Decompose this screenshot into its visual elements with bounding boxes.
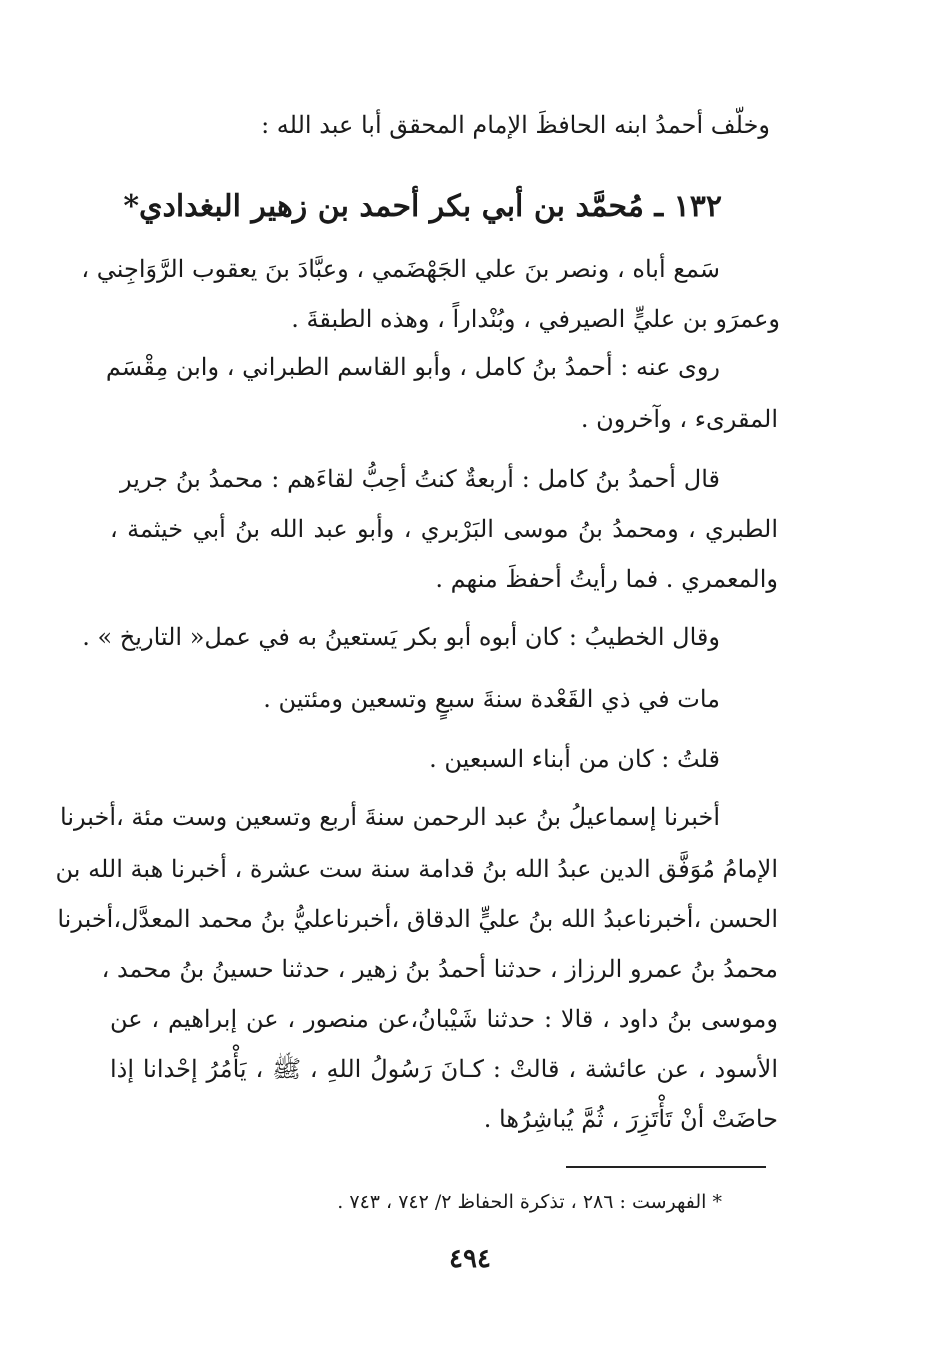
- paragraph-7-line-2: الإمامُ مُوَفَّق الدين عبدُ الله بنُ قدامة سنة ست عشرة ، أخبرنا هبة الله بن: [55, 855, 778, 883]
- paragraph-3-line-1: قال أحمدُ بنُ كامل : أربعةٌ كنتُ أحِبُّ لقاءَهم : محمدُ بنُ جرير: [120, 465, 720, 493]
- paragraph-3-line-2: الطبري ، ومحمدُ بنُ موسى البَرْبري ، وأبو عبد الله بنُ أبي خيثمة ،: [110, 515, 778, 543]
- paragraph-1-line-2: وعمرَو بن عليٍّ الصيرفي ، وبُنْداراً ، وهذه الطبقةَ .: [291, 305, 780, 333]
- paragraph-2-line-2: المقرىء ، وآخرون .: [580, 405, 778, 433]
- footnote-separator: [566, 1166, 766, 1168]
- page-number: ٤٩٤: [449, 1244, 491, 1274]
- paragraph-7-line-1: أخبرنا إسماعيلُ بنُ عبد الرحمن سنةَ أربع وتسعين وست مئة ،أخبرنا: [60, 803, 720, 831]
- paragraph-7-line-6: الأسود ، عن عائشة ، قالتْ : كـانَ رَسُولُ اللهِ ، ﷺ ، يَأْمُرُ إحْدانا إذا: [110, 1055, 778, 1083]
- paragraph-3-line-3: والمعمري . فما رأيتُ أحفظَ منهم .: [435, 565, 778, 593]
- paragraph-7-line-7: حاضَتْ أنْ تَأْتَزِرَ ، ثُمَّ يُباشِرُها .: [483, 1105, 778, 1133]
- paragraph-7-line-3: الحسن ،أخبرناعبدُ الله بنُ عليٍّ الدقاق ،أخبرناعليُّ بنُ محمد المعدَّل،أخبرنا: [57, 905, 778, 933]
- paragraph-1-line-1: سَمع أباه ، ونصر بنَ علي الجَهْضَمي ، وعبَّادَ بنَ يعقوب الرَّوَاجِني ،: [81, 255, 720, 283]
- paragraph-7-line-5: وموسى بنُ داود ، قالا : حدثنا شَيْبانُ،عن منصور ، عن إبراهيم ، عن: [110, 1005, 778, 1033]
- biography-heading: ١٣٢ ـ مُحمَّد بن أبي بكر أحمد بن زهير البغدادي*: [123, 189, 722, 224]
- intro-line: وخلّف أحمدُ ابنه الحافظَ الإمام المحقق أبا عبد الله :: [261, 111, 770, 139]
- footnote: * الفهرست : ٢٨٦ ، تذكرة الحفاظ ٢/ ٧٤٢ ، ٧٤٣ .: [337, 1191, 722, 1213]
- paragraph-2-line-1: روى عنه : أحمدُ بنُ كامل ، وأبو القاسم الطبراني ، وابن مِقْسَم: [105, 353, 720, 381]
- paragraph-6: قلتُ : كان من أبناء السبعين .: [429, 745, 720, 773]
- paragraph-5: مات في ذي القَعْدة سنةَ سبعٍ وتسعين ومئتين .: [263, 685, 720, 713]
- paragraph-7-line-4: محمدُ بنُ عمرو الرزاز ، حدثنا أحمدُ بنُ زهير ، حدثنا حسينُ بنُ محمد ،: [101, 955, 778, 983]
- paragraph-4: وقال الخطيبُ : كان أبوه أبو بكر يَستعينُ به في عمل« التاريخ » .: [82, 623, 720, 651]
